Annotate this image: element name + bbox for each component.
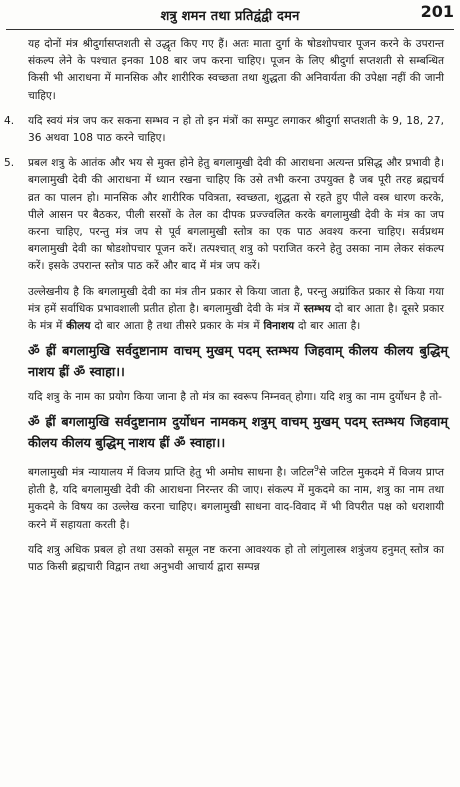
note-text: दो बार आता है तथा तीसरे प्रकार के मंत्र में <box>90 320 264 333</box>
list-item-4 <box>4 113 444 147</box>
intro-paragraph: यह दोनों मंत्र श्रीदुर्गासप्तशती से उद्धृत किए गए हैं। अतः माता दुर्गा के षोडशोपचार पूजन करने के उपरान्त संकल्प लेने के पश्चात इनका 108 बार जप करना चाहिए। पूजन के लिए श्रीदुर्गा सप्तशती से सम्बन्धित किसी भी आराधना में मानसिक और शारीरिक स्वच्छता तथा शुद्धता की अनिवार्यता की उपेक्षा नहीं की जानी चाहिए। <box>28 38 444 102</box>
court-text: से जटिल मुकदमे में विजय प्राप्त होती है, यदि बगलामुखी देवी की आराधना निरन्तर की जाए। संकल्प में मुकदमे का नाम, शत्रु का नाम तथा मुकदमे के विषय का उल्लेख करना चाहिए। बगलामुखी साधना वाद-विवाद में भी विपरीत पक्ष को धराशायी करने में सहायता करती है। <box>28 466 444 531</box>
item-text: यदि स्वयं मंत्र जप कर सकना सम्भव न हो तो इन मंत्रों का सम्पुट लगाकर श्रीदुर्गा सप्तशती के 9, 18, 27, 36 अथवा 108 पाठ करने चाहिए। <box>28 114 444 145</box>
keyword-stambhay: स्तम्भय <box>303 302 331 315</box>
keyword-keelay: कीलय <box>66 320 91 333</box>
handwritten-mark: 9 <box>313 464 319 474</box>
mantra-1: ॐ ह्रीं बगलामुखि सर्वदुष्टानाम वाचम् मुखम् पदम् स्तम्भय जिहवाम् कीलय कीलय बुद्धिम् नाशय ह्रीं ॐ स्वाहा।। <box>28 344 448 381</box>
header-rule <box>6 29 454 30</box>
item-number: 5. <box>4 157 15 170</box>
page-number: 201 <box>420 2 454 21</box>
court-text: बगलामुखी मंत्र न्यायालय में विजय प्राप्ति हेतु भी अमोघ साधना है। जटिल <box>28 466 314 479</box>
mantra-2: ॐ ह्रीं बगलामुखि सर्वदुष्टानाम दुर्योधन नामकम् शत्रुम् वाचम् मुखम् पदम् स्तम्भय जिहवाम् कीलय कीलय बुद्धिम् नाशय ह्रीं ॐ स्वाहा।। <box>28 415 448 452</box>
keyword-vinashay: विनाशय <box>263 320 295 333</box>
mantra-note-paragraph <box>28 284 444 336</box>
item-text: प्रबल शत्रु के आतंक और भय से मुक्त होने हेतु बगलामुखी देवी की आराधना अत्यन्त प्रसिद्ध और प्रभावी है। बगलामुखी देवी की आराधना में ध्यान रखना चाहिए कि उसे तभी करना उपयुक्त है जब पूरी तरह ब्रह्मचर्य व्रत का पालन हो। मानसिक और शारीरिक पवित्रता, स्वच्छता, शुद्धता से रहते हुए पीले वस्त्र धारण करके, पीले आसन पर बैठकर, पीली सरसों के तेल का दीपक प्रज्ज्वलित करके बगलामुखी देवी के मंत्र का जप करना चाहिए, परन्तु मंत्र जप से पूर्व बगलामुखी स्तोत्र का एक पाठ अवश्य करना चाहिए। सर्वप्रथम बगलामुखी देवी का षोडशोपचार पूजन करें। तत्पश्चात् शत्रु को पराजित करने हेतु उसका नाम लेकर संकल्प करें। इसके उपरान्त स्तोत्र पाठ करें और बाद में मंत्र जप करें। <box>28 157 444 273</box>
item-number: 4. <box>4 114 15 127</box>
enemy-name-paragraph: यदि शत्रु के नाम का प्रयोग किया जाना है तो मंत्र का स्वरूप निम्नवत् होगा। यदि शत्रु का नाम दुर्योधन है तो- <box>28 391 442 404</box>
page-body <box>0 36 460 576</box>
chapter-title: शत्रु शमन तथा प्रतिद्वंद्वी दमन <box>160 9 300 24</box>
last-paragraph: यदि शत्रु अधिक प्रबल हो तथा उसको समूल नष्ट करना आवश्यक हो तो लांगुलास्त्र शत्रुंजय हनुमत् स्तोत्र का पाठ किसी ब्रह्मचारी विद्वान तथा अनुभवी आचार्य द्वारा सम्पन्न <box>28 543 444 573</box>
note-text: उल्लेखनीय है कि बगलामुखी देवी का मंत्र तीन प्रकार से किया जाता है, परन्तु अग्रांकित प्रकार से किया गया मंत्र हमें सर्वाधिक प्रभावशाली प्रतीत होता है। बगलामुखी देवी के मंत्र में <box>28 285 444 315</box>
note-text: दो बार आता है। दूसरे प्रकार के मंत्र में <box>28 302 445 333</box>
list-item-5 <box>4 155 444 275</box>
court-case-paragraph <box>28 460 444 533</box>
note-text: दो बार आता है। <box>294 320 361 333</box>
page-header <box>0 2 460 28</box>
